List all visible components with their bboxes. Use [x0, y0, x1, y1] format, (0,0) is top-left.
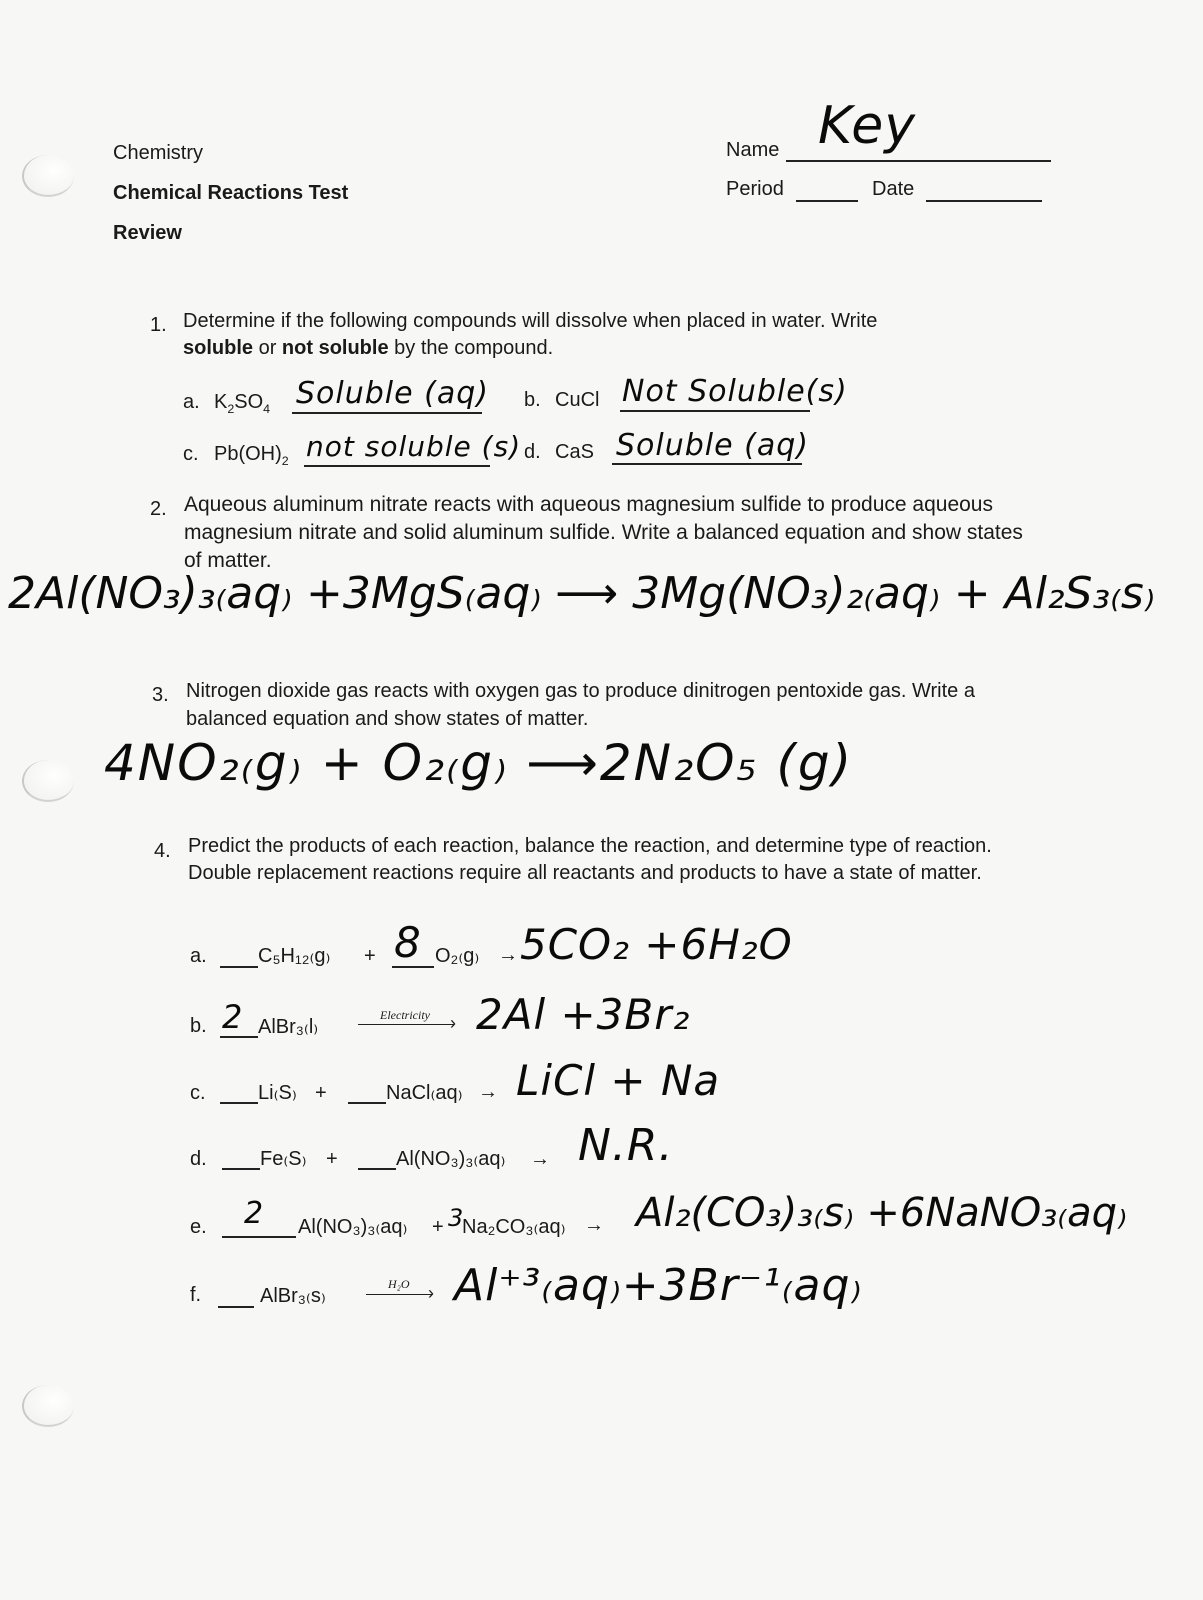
- q3-number: 3.: [152, 684, 169, 706]
- q1b-answer: Not Soluble(s): [622, 374, 848, 409]
- q1c-formula: $Pb(OH)_2$: [214, 443, 289, 468]
- q4f-answer: Al⁺³₍aq₎+3Br⁻¹₍aq₎: [454, 1260, 863, 1311]
- q4f-coef1-blank: [218, 1306, 254, 1308]
- q1-word-or: or: [253, 337, 282, 359]
- q4b-coef1-blank: [220, 1036, 258, 1038]
- q4b-reactant1: AlBr₃₍l₎: [258, 1016, 319, 1038]
- q4e-coef1-blank: [222, 1236, 296, 1238]
- q4b-answer: 2Al +3Br₂: [476, 990, 691, 1039]
- q1c-answer: not soluble (s): [306, 430, 522, 463]
- punch-hole-middle: [22, 760, 74, 802]
- q1-number: 1.: [150, 314, 167, 336]
- q1c-answer-line: [304, 465, 490, 467]
- q1b-answer-line: [620, 410, 810, 412]
- q4c-coef1-blank: [220, 1102, 258, 1104]
- q4d-reactant2: Al(NO₃)₃₍aq₎: [396, 1148, 506, 1170]
- q4b-arrow-label: Electricity: [380, 1008, 430, 1022]
- name-line: [786, 160, 1051, 162]
- q1-word-soluble: soluble: [183, 337, 254, 359]
- q4-number: 4.: [154, 840, 171, 862]
- q1d-letter: d.: [524, 441, 541, 463]
- q2-number: 2.: [150, 498, 167, 520]
- q1-word-tail: by the compound.: [388, 337, 554, 359]
- q4f-letter: f.: [190, 1284, 202, 1306]
- q4e-plus: +: [432, 1216, 444, 1238]
- q4e-reactant1: Al(NO₃)₃₍aq₎: [298, 1216, 408, 1238]
- period-label: Period: [726, 178, 784, 200]
- q4d-arrow: →: [530, 1148, 550, 1170]
- q4b-arrow-line: [358, 1024, 454, 1025]
- q4c-answer: LiCl + Na: [516, 1056, 721, 1105]
- q4a-reactant1: C₅H₁₂₍g₎: [258, 945, 331, 967]
- q1d-answer: Soluble (aq): [616, 428, 809, 463]
- q1-prompt-line2: [183, 337, 553, 360]
- q1c-letter: c.: [183, 443, 199, 465]
- period-line: [796, 200, 858, 202]
- q4a-arrow: →: [498, 944, 518, 966]
- q4a-letter: a.: [190, 945, 207, 967]
- q4f-arrow-head: ›: [428, 1283, 434, 1303]
- q4d-coef2-blank: [358, 1168, 396, 1170]
- q4d-reactant1: Fe₍S₎: [260, 1148, 307, 1170]
- q1a-answer-line: [292, 412, 482, 414]
- q4a-plus: +: [364, 945, 376, 967]
- q4f-arrow-line: [366, 1294, 432, 1295]
- q4b-letter: b.: [190, 1015, 207, 1037]
- date-line: [926, 200, 1042, 202]
- q4b-coef1: 2: [222, 998, 244, 1036]
- date-label: Date: [872, 178, 915, 200]
- q1-prompt-line1: Determine if the following compounds will dissolve when placed in water. Write: [183, 310, 878, 332]
- test-subtitle: Review: [113, 222, 182, 244]
- q1d-formula: CaS: [555, 441, 594, 463]
- name-value: Key: [818, 96, 917, 156]
- name-label: Name: [726, 139, 780, 161]
- q4c-reactant2: NaCl₍aq₎: [386, 1082, 463, 1104]
- subject-label: Chemistry: [113, 142, 204, 164]
- q4-prompt: Predict the products of each reaction, balance the reaction, and determine type of reaction. Double replacement reactions require all reactants and products to have a state of matter.: [188, 835, 992, 884]
- q1b-letter: b.: [524, 389, 541, 411]
- q4e-coef1: 2: [244, 1196, 265, 1231]
- q4c-coef2-blank: [348, 1102, 386, 1104]
- q1d-answer-line: [612, 463, 802, 465]
- q4f-arrow-label: H₂O: [388, 1277, 410, 1291]
- q4a-answer: 5CO₂ +6H₂O: [520, 920, 793, 969]
- q4c-plus: +: [315, 1082, 327, 1104]
- q4c-arrow: →: [478, 1081, 498, 1103]
- q3-prompt: Nitrogen dioxide gas reacts with oxygen gas to produce dinitrogen pentoxide gas. Write a balanced equation and show states of matter.: [186, 680, 975, 730]
- q4c-letter: c.: [190, 1082, 206, 1104]
- q4b-arrow-head: ›: [450, 1013, 456, 1033]
- q1-word-not-soluble: not soluble: [281, 337, 389, 359]
- q1a-letter: a.: [183, 391, 200, 413]
- q4d-coef1-blank: [222, 1168, 260, 1170]
- q1b-formula: CuCl: [555, 389, 600, 411]
- q2-answer: 2Al(NO₃)₃₍aq₎ +3MgS₍aq₎ ⟶ 3Mg(NO₃)₂₍aq₎ + Al₂S₃₍s₎: [8, 568, 1155, 619]
- q4e-reactant2: Na₂CO₃₍aq₎: [462, 1216, 566, 1238]
- q4d-answer: N.R.: [578, 1120, 674, 1171]
- q4e-letter: e.: [190, 1216, 207, 1238]
- q1a-answer: Soluble (aq): [296, 376, 489, 411]
- q2-prompt: Aqueous aluminum nitrate reacts with aqueous magnesium sulfide to produce aqueous magnesium nitrate and solid aluminum sulfide. Write a balanced equation and show states of matter.: [184, 493, 1023, 572]
- q4a-reactant2: O₂₍g₎: [435, 945, 480, 967]
- q4c-reactant1: Li₍S₎: [258, 1082, 297, 1104]
- q1a-formula: $K_2SO_4$: [214, 391, 271, 416]
- q4d-letter: d.: [190, 1148, 207, 1170]
- q4a-coef1-blank: [220, 966, 258, 968]
- q4d-plus: +: [326, 1148, 338, 1170]
- punch-hole-top: [22, 155, 74, 197]
- test-title: Chemical Reactions Test: [113, 182, 349, 204]
- q4e-coef2: 3: [448, 1204, 465, 1232]
- q4e-answer: Al₂(CO₃)₃₍s₎ +6NaNO₃₍aq₎: [636, 1190, 1127, 1236]
- q4f-reactant1: AlBr₃₍s₎: [260, 1285, 326, 1307]
- q3-answer: 4NO₂₍g₎ + O₂₍g₎ ⟶2N₂O₅ (g): [104, 734, 854, 792]
- q4a-coef2: 8: [394, 918, 422, 967]
- punch-hole-bottom: [22, 1385, 74, 1427]
- q4e-arrow: →: [584, 1214, 604, 1236]
